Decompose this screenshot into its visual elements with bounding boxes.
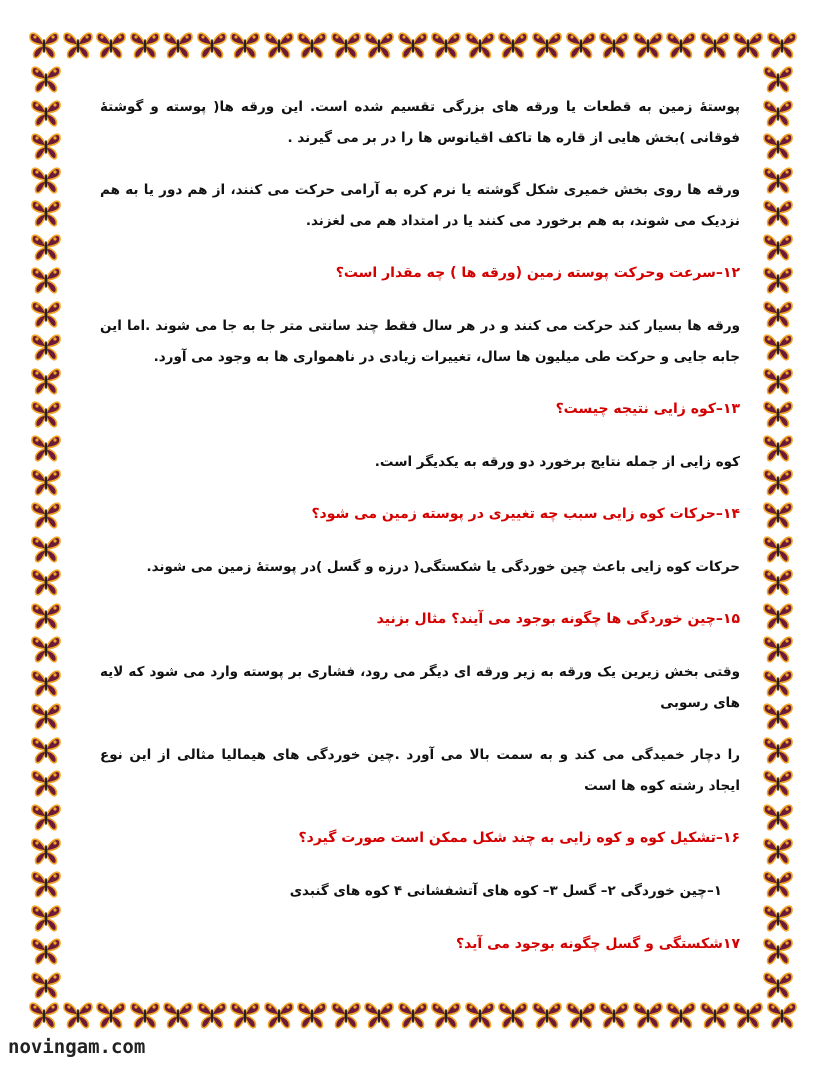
butterfly-icon: [263, 30, 295, 60]
butterfly-icon: [762, 936, 794, 966]
butterfly-icon: [30, 869, 62, 899]
question-16: ۱۶–تشکیل کوه و کوه زایی به چند شکل ممکن است صورت گیرد؟: [298, 830, 740, 846]
butterfly-icon: [762, 299, 794, 329]
butterfly-icon: [30, 433, 62, 463]
butterfly-icon: [30, 567, 62, 597]
butterfly-icon: [531, 1000, 563, 1030]
butterfly-icon: [766, 1000, 798, 1030]
butterfly-icon: [30, 768, 62, 798]
butterfly-icon: [30, 735, 62, 765]
butterfly-icon: [28, 30, 60, 60]
butterfly-icon: [598, 1000, 630, 1030]
butterfly-icon: [598, 30, 630, 60]
border-left: [30, 64, 64, 1000]
butterfly-icon: [762, 98, 794, 128]
butterfly-icon: [762, 567, 794, 597]
butterfly-icon: [30, 332, 62, 362]
question-15: ۱۵–چین خوردگی ها چگونه بوجود می آیند؟ مثال بزنید: [376, 611, 740, 627]
butterfly-icon: [30, 399, 62, 429]
answer-15-part-2: را دچار خمیدگی می کند و به سمت بالا می آورد .چین خوردگی های هیمالیا مثالی از این نوع ایجاد رشته کوه ها است: [100, 747, 740, 794]
butterfly-icon: [762, 265, 794, 295]
paragraph-plate-movement: ورقه ها روی بخش خمیری شکل گوشته یا نرم کره به آرامی حرکت می کنند، از هم دور یا به هم نزدیک می شوند، به هم برخورد می کنند یا در امتداد هم می لغزند.: [100, 182, 740, 229]
butterfly-icon: [30, 366, 62, 396]
butterfly-icon: [762, 802, 794, 832]
butterfly-icon: [397, 30, 429, 60]
butterfly-icon: [699, 1000, 731, 1030]
butterfly-icon: [699, 30, 731, 60]
butterfly-icon: [497, 1000, 529, 1030]
answer-12: ورقه ها بسیار کند حرکت می کنند و در هر سال فقط چند سانتی متر جا به جا می شوند .اما این جابه جایی و حرکت طی میلیون ها سال، تغییرات زیادی در ناهمواری ها به وجود می آورد.: [100, 318, 740, 365]
butterfly-icon: [665, 1000, 697, 1030]
butterfly-icon: [28, 1000, 60, 1030]
question-12: ۱۲–سرعت وحرکت پوسته زمین (ورقه ها ) چه مقدار است؟: [335, 265, 740, 281]
butterfly-icon: [30, 467, 62, 497]
butterfly-icon: [30, 232, 62, 262]
butterfly-icon: [30, 701, 62, 731]
butterfly-icon: [430, 30, 462, 60]
butterfly-icon: [762, 64, 794, 94]
butterfly-icon: [732, 1000, 764, 1030]
butterfly-icon: [762, 869, 794, 899]
butterfly-icon: [565, 30, 597, 60]
butterfly-icon: [162, 1000, 194, 1030]
butterfly-icon: [464, 1000, 496, 1030]
butterfly-icon: [762, 366, 794, 396]
butterfly-icon: [632, 30, 664, 60]
butterfly-icon: [464, 30, 496, 60]
butterfly-icon: [762, 701, 794, 731]
butterfly-icon: [397, 1000, 429, 1030]
butterfly-icon: [762, 534, 794, 564]
butterfly-icon: [129, 30, 161, 60]
butterfly-icon: [95, 1000, 127, 1030]
butterfly-icon: [296, 1000, 328, 1030]
butterfly-icon: [30, 601, 62, 631]
butterfly-icon: [30, 936, 62, 966]
butterfly-icon: [762, 634, 794, 664]
butterfly-icon: [30, 836, 62, 866]
butterfly-icon: [30, 500, 62, 530]
butterfly-icon: [129, 1000, 161, 1030]
butterfly-icon: [363, 1000, 395, 1030]
butterfly-icon: [762, 433, 794, 463]
butterfly-icon: [162, 30, 194, 60]
butterfly-icon: [30, 165, 62, 195]
butterfly-icon: [30, 634, 62, 664]
document-body: [100, 92, 740, 982]
question-14: ۱۴–حرکات کوه زایی سبب چه تغییری در پوسته زمین می شود؟: [311, 506, 740, 522]
border-bottom: [28, 1000, 798, 1034]
butterfly-icon: [762, 903, 794, 933]
butterfly-icon: [762, 467, 794, 497]
butterfly-icon: [229, 30, 261, 60]
answer-14: حرکات کوه زایی باعث چین خوردگی یا شکستگی( درزه و گسل )در پوستهٔ زمین می شوند.: [146, 559, 740, 575]
butterfly-icon: [762, 970, 794, 1000]
butterfly-icon: [30, 265, 62, 295]
question-13: ۱۳–کوه زایی نتیجه چیست؟: [555, 401, 740, 417]
border-right: [762, 64, 796, 1000]
butterfly-icon: [531, 30, 563, 60]
butterfly-icon: [565, 1000, 597, 1030]
butterfly-icon: [762, 165, 794, 195]
butterfly-icon: [762, 601, 794, 631]
butterfly-icon: [263, 1000, 295, 1030]
butterfly-icon: [762, 735, 794, 765]
border-top: [28, 30, 798, 64]
butterfly-icon: [30, 668, 62, 698]
paragraph-crust-plates: پوستهٔ زمین به قطعات یا ورقه های بزرگی تقسیم شده است. این ورقه ها( پوسته و گوشتهٔ فوقانی )بخش هایی از قاره ها تاکف اقیانوس ها را در بر می گیرند .: [100, 99, 740, 146]
butterfly-icon: [762, 500, 794, 530]
butterfly-icon: [762, 399, 794, 429]
butterfly-icon: [296, 30, 328, 60]
butterfly-icon: [762, 668, 794, 698]
butterfly-icon: [665, 30, 697, 60]
butterfly-icon: [762, 332, 794, 362]
butterfly-icon: [30, 299, 62, 329]
butterfly-icon: [196, 30, 228, 60]
butterfly-icon: [632, 1000, 664, 1030]
butterfly-icon: [762, 836, 794, 866]
answer-16-list: ۱–چین خوردگی ۲– گسل ۳– کوه های آتشفشانی ۴ کوه های گنبدی: [289, 883, 722, 899]
site-watermark: novingam.com: [8, 1036, 146, 1058]
butterfly-icon: [430, 1000, 462, 1030]
butterfly-icon: [62, 30, 94, 60]
butterfly-icon: [497, 30, 529, 60]
butterfly-icon: [30, 534, 62, 564]
question-17: ۱۷شکستگی و گسل چگونه بوجود می آید؟: [455, 936, 740, 952]
butterfly-icon: [330, 30, 362, 60]
butterfly-icon: [95, 30, 127, 60]
butterfly-icon: [196, 1000, 228, 1030]
butterfly-icon: [762, 198, 794, 228]
butterfly-icon: [330, 1000, 362, 1030]
butterfly-icon: [762, 768, 794, 798]
answer-15-part-1: وقتی بخش زیرین یک ورقه به زیر ورقه ای دیگر می رود، فشاری بر پوسته وارد می شود که لایه های رسوبی: [100, 664, 740, 711]
butterfly-icon: [30, 64, 62, 94]
butterfly-icon: [762, 232, 794, 262]
butterfly-icon: [30, 198, 62, 228]
butterfly-icon: [30, 903, 62, 933]
answer-13: کوه زایی از جمله نتایج برخورد دو ورقه به یکدیگر است.: [374, 454, 740, 470]
butterfly-icon: [30, 131, 62, 161]
butterfly-icon: [30, 98, 62, 128]
butterfly-icon: [766, 30, 798, 60]
butterfly-icon: [30, 970, 62, 1000]
butterfly-icon: [30, 802, 62, 832]
butterfly-icon: [732, 30, 764, 60]
butterfly-icon: [229, 1000, 261, 1030]
butterfly-icon: [762, 131, 794, 161]
butterfly-icon: [363, 30, 395, 60]
butterfly-icon: [62, 1000, 94, 1030]
